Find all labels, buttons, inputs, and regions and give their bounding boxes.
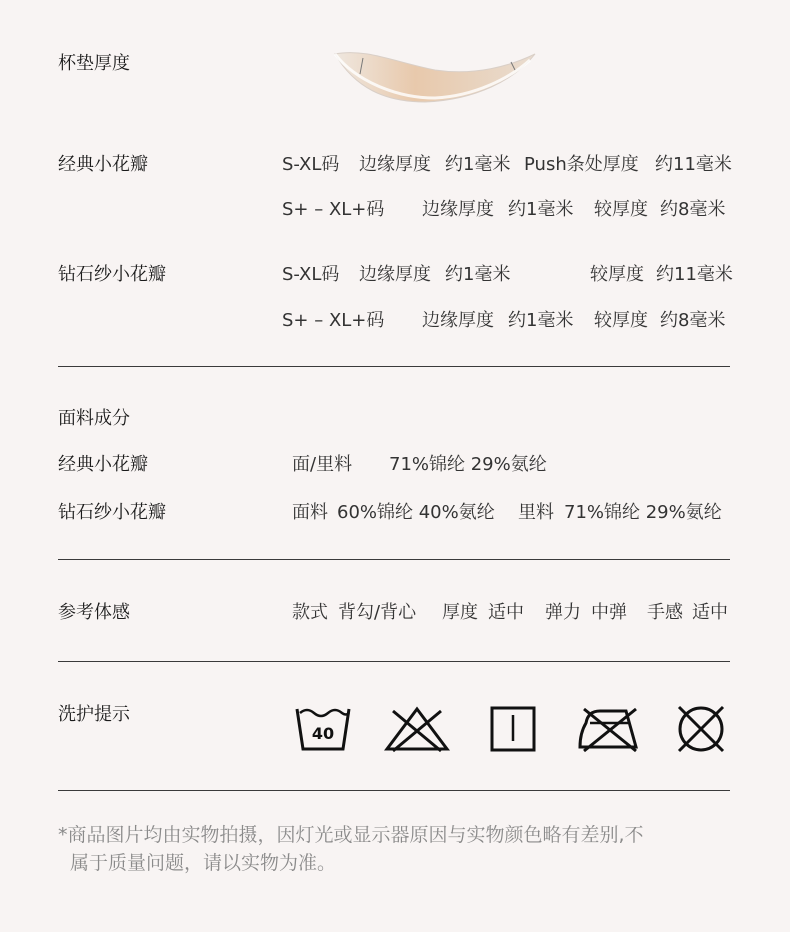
feel-style-value: 背勾/背心 — [338, 602, 417, 623]
fabric-row-label-diamond: 钻石纱小花瓣 — [58, 502, 166, 523]
cup-diamond-line2-size: S+ – XL+码 — [282, 310, 385, 331]
fabric-diamond-part1: 面料 — [292, 502, 328, 523]
divider-1 — [58, 366, 730, 367]
cup-classic-line1-k1: 边缘厚度 — [359, 154, 431, 175]
fabric-heading: 面料成分 — [58, 408, 130, 429]
fabric-classic-part2: 71%锦纶 29%氨纶 — [389, 454, 547, 475]
fabric-row-label-classic: 经典小花瓣 — [58, 454, 148, 475]
divider-4 — [58, 790, 730, 791]
wash-40-icon — [294, 703, 352, 753]
cup-row-label-diamond: 钻石纱小花瓣 — [58, 264, 166, 285]
cup-diamond-line1-k1: 边缘厚度 — [359, 264, 431, 285]
feel-elastic-key: 弹力 — [545, 602, 581, 623]
no-dry-clean-icon — [671, 703, 731, 755]
feel-thickness-key: 厚度 — [442, 602, 478, 623]
cup-classic-line2-k2: 较厚度 — [594, 199, 648, 220]
feel-hand-key: 手感 — [647, 602, 683, 623]
fabric-diamond-part4: 71%锦纶 29%氨纶 — [564, 502, 722, 523]
cup-classic-line2-v1: 约1毫米 — [508, 199, 574, 220]
feel-hand-value: 适中 — [692, 602, 728, 623]
fabric-classic-part1: 面/里料 — [292, 454, 353, 475]
care-heading: 洗护提示 — [58, 704, 130, 725]
divider-2 — [58, 559, 730, 560]
cup-classic-line2-v2: 约8毫米 — [660, 199, 726, 220]
cup-diamond-line1-size: S-XL码 — [282, 264, 340, 285]
disclaimer-line-2: 属于质量问题，请以实物为准。 — [70, 852, 337, 874]
feel-style-key: 款式 — [292, 602, 328, 623]
cup-classic-line1-k2: Push条处厚度 — [524, 154, 639, 175]
cup-pad-illustration — [325, 40, 540, 110]
cup-diamond-line1-k2: 较厚度 — [590, 264, 644, 285]
feel-heading: 参考体感 — [58, 602, 130, 623]
feel-elastic-value: 中弹 — [591, 602, 627, 623]
cup-diamond-line2-k2: 较厚度 — [594, 310, 648, 331]
no-iron-icon — [576, 703, 642, 753]
cup-classic-line1-v2: 约11毫米 — [655, 154, 732, 175]
cup-thickness-heading: 杯垫厚度 — [58, 53, 130, 74]
fabric-diamond-part2: 60%锦纶 40%氨纶 — [337, 502, 495, 523]
cup-diamond-line2-v1: 约1毫米 — [508, 310, 574, 331]
cup-row-label-classic: 经典小花瓣 — [58, 154, 148, 175]
dry-icon — [489, 705, 537, 753]
cup-diamond-line2-k1: 边缘厚度 — [422, 310, 494, 331]
cup-classic-line1-size: S-XL码 — [282, 154, 340, 175]
no-bleach-icon — [383, 703, 451, 753]
fabric-diamond-part3: 里料 — [518, 502, 554, 523]
cup-diamond-line1-v2: 约11毫米 — [656, 264, 733, 285]
divider-3 — [58, 661, 730, 662]
disclaimer-line-1: *商品图片均由实物拍摄，因灯光或显示器原因与实物颜色略有差别,不 — [58, 824, 644, 846]
feel-thickness-value: 适中 — [488, 602, 524, 623]
cup-classic-line2-k1: 边缘厚度 — [422, 199, 494, 220]
cup-diamond-line1-v1: 约1毫米 — [445, 264, 511, 285]
cup-classic-line2-size: S+ – XL+码 — [282, 199, 385, 220]
cup-classic-line1-v1: 约1毫米 — [445, 154, 511, 175]
cup-diamond-line2-v2: 约8毫米 — [660, 310, 726, 331]
wash-temp-label: 40 — [311, 724, 335, 743]
